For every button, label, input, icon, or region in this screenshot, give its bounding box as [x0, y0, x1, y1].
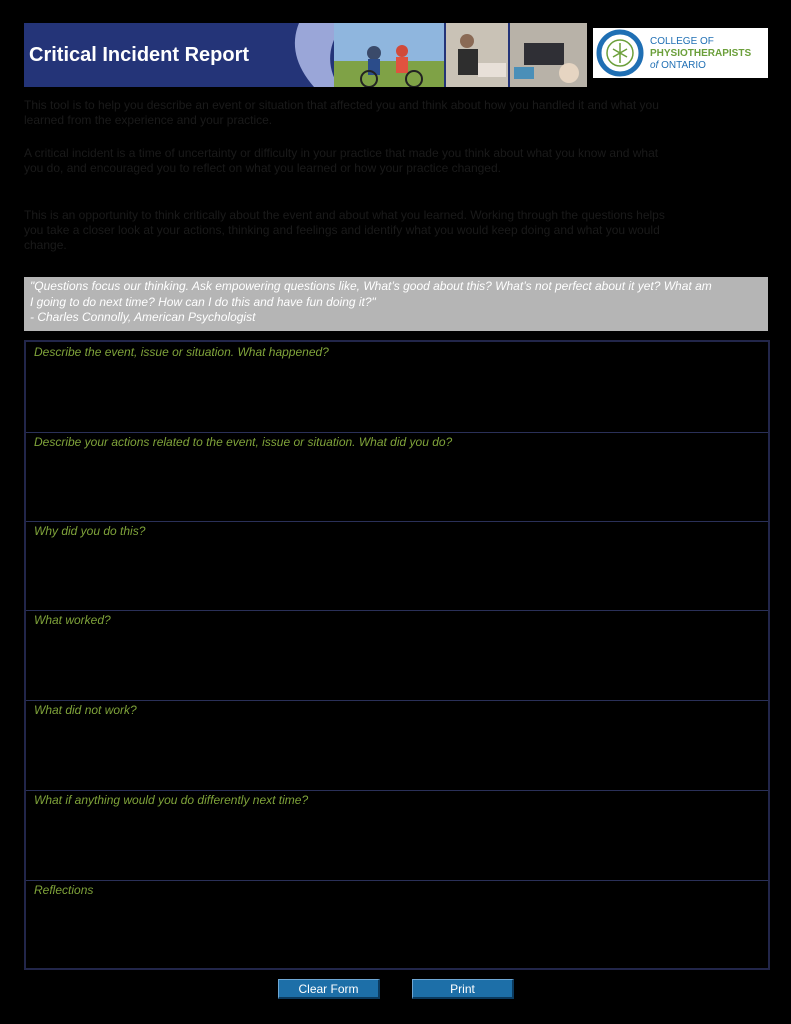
- intro-paragraph-3: This is an opportunity to think critically about the event and about what you learned. Working through the questions helps you take a closer look at your actions, thinking and feelings and identify what you would keep doing and what you would change.: [24, 208, 665, 252]
- section-reflections[interactable]: [26, 880, 768, 968]
- header-banner: [24, 23, 587, 87]
- quote-line-1: "Questions focus our thinking. Ask empowering questions like, What’s good about this? What’s not perfect about it yet? What am: [30, 279, 712, 293]
- quote-box: [24, 277, 768, 331]
- section-label: What if anything would you do differently next time?: [34, 793, 309, 807]
- quote-line-2: I going to do next time? How can I do this and have fun doing it?": [30, 294, 376, 309]
- section-label: What worked?: [34, 613, 111, 627]
- section-what-happened[interactable]: [26, 342, 768, 433]
- section-label: What did not work?: [34, 703, 137, 717]
- print-button[interactable]: Print: [412, 979, 514, 999]
- banner-photo-collage: [274, 23, 587, 87]
- section-label: Why did you do this?: [34, 524, 146, 538]
- college-logo: [593, 28, 768, 78]
- section-your-actions[interactable]: [26, 432, 768, 522]
- section-what-did-not-work[interactable]: [26, 700, 768, 791]
- section-what-worked[interactable]: [26, 610, 768, 701]
- logo-emblem-icon: [595, 29, 647, 77]
- section-label: Describe your actions related to the event, issue or situation. What did you do?: [34, 435, 453, 449]
- section-label: Reflections: [34, 883, 94, 897]
- section-label: Describe the event, issue or situation. What happened?: [34, 345, 329, 359]
- clear-form-button[interactable]: Clear Form: [278, 979, 380, 999]
- section-differently-next-time[interactable]: [26, 790, 768, 881]
- section-why[interactable]: [26, 521, 768, 611]
- incident-form: [24, 340, 770, 970]
- quote-attribution: - Charles Connolly, American Psychologist: [30, 310, 256, 324]
- page-title: Critical Incident Report: [29, 44, 250, 66]
- logo-text: COLLEGE OF PHYSIOTHERAPISTS of ONTARIO: [650, 36, 752, 71]
- intro-paragraph-2: A critical incident is a time of uncertainty or difficulty in your practice that made you think about what you know and what you do, and encouraged you to reflect on what you learned or how your practice changed.: [24, 146, 659, 175]
- intro-paragraph-1: This tool is to help you describe an event or situation that affected you and think about how you handled it and what you learned from the experience and your practice.: [24, 98, 659, 127]
